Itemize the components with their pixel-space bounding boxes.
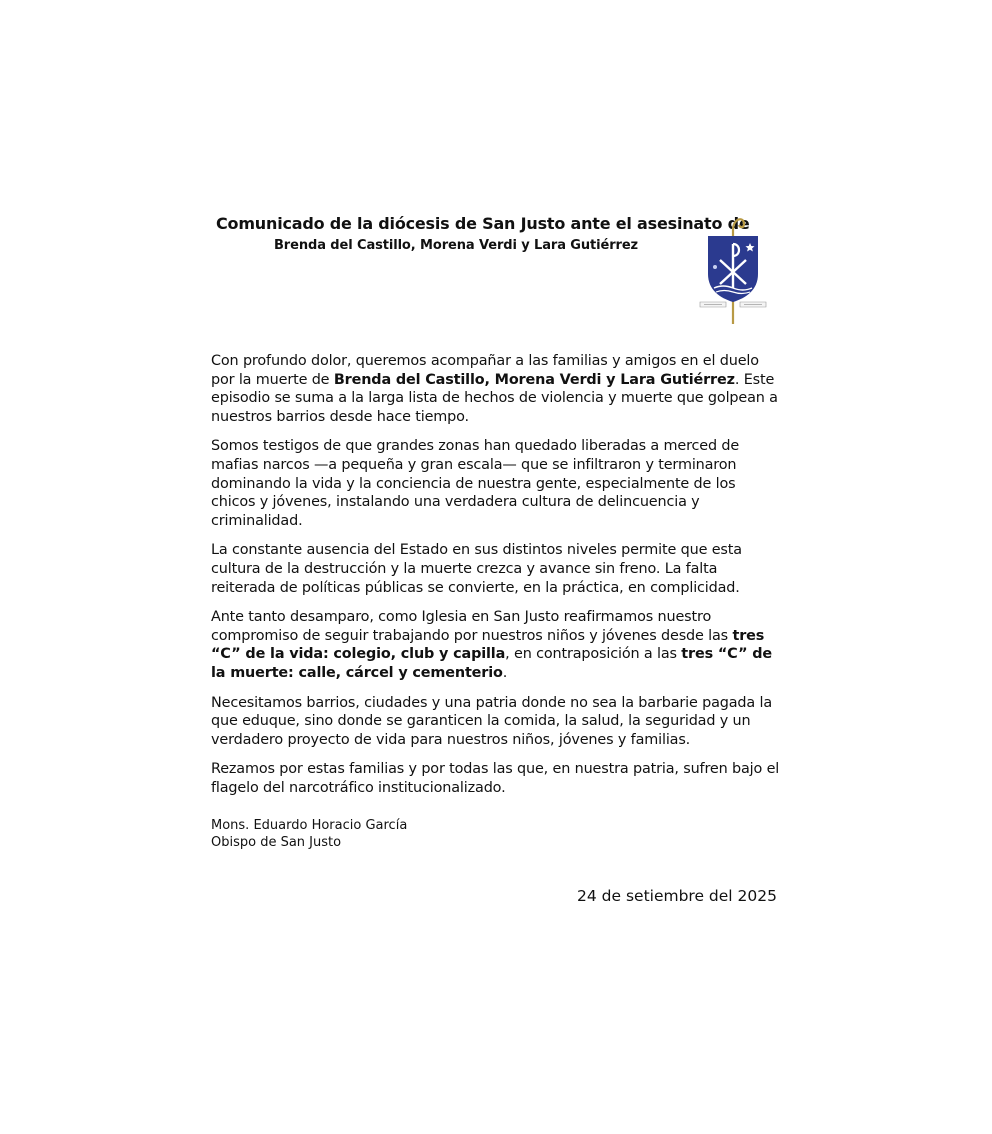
document-subtitle: Brenda del Castillo, Morena Verdi y Lara Gutiérrez bbox=[274, 238, 639, 253]
document-body bbox=[211, 352, 781, 808]
paragraph bbox=[211, 694, 781, 750]
bold-text: tres “C” de la vida: colegio, club y capilla bbox=[211, 627, 765, 663]
bold-text: Brenda del Castillo, Morena Verdi y Lara Gutiérrez bbox=[333, 371, 735, 388]
document-date: 24 de setiembre del 2025 bbox=[577, 887, 777, 905]
text-segment: , en contraposición a las bbox=[505, 646, 682, 663]
coat-of-arms-icon bbox=[696, 212, 770, 328]
text-segment: . bbox=[502, 664, 508, 681]
document-title: Comunicado de la diócesis de San Justo ante el asesinato de bbox=[216, 214, 750, 233]
paragraph bbox=[211, 541, 781, 597]
signatory-role: Obispo de San Justo bbox=[211, 835, 342, 850]
paragraph bbox=[211, 437, 781, 530]
text-segment: La constante ausencia del Estado en sus distintos niveles permite que esta cultura de la destrucción y la muerte crezca y avance sin freno. La falta reiterada de políticas públicas se convierte, en la práctica, en complicidad. bbox=[211, 542, 742, 596]
bold-text: tres “C” de la muerte: calle, cárcel y cementerio bbox=[211, 646, 773, 681]
signatory-name: Mons. Eduardo Horacio García bbox=[211, 818, 408, 833]
text-segment: Necesitamos barrios, ciudades y una patria donde no sea la barbarie pagada la que eduque, sino donde se garanticen la comida, la salud, la seguridad y un verdadero proyecto de vida para nuestros niños, jóvenes y familias. bbox=[211, 694, 773, 748]
paragraph bbox=[211, 608, 781, 682]
text-segment: Rezamos por estas familias y por todas las que, en nuestra patria, sufren bajo el flagelo del narcotráfico institucionalizado. bbox=[211, 761, 780, 796]
text-segment: Con profundo dolor, queremos acompañar a las familias y amigos en el duelo por la muerte de bbox=[211, 353, 759, 388]
text-segment: Somos testigos de que grandes zonas han quedado liberadas a merced de mafias narcos —a pequeña y gran escala— que se infiltraron y terminaron dominando la vida y la conciencia de nuestra gente, especialmente de los chicos y jóvenes, instalando una verdadera cultura de delincuencia y criminalidad. bbox=[211, 438, 740, 529]
paragraph bbox=[211, 760, 781, 797]
text-segment: Ante tanto desamparo, como Iglesia en San Justo reafirmamos nuestro compromiso de seguir trabajando por nuestros niños y jóvenes desde las bbox=[211, 609, 733, 644]
text-segment: . Este episodio se suma a la larga lista de hechos de violencia y muerte que golpean a nuestros barrios desde hace tiempo. bbox=[211, 371, 778, 425]
paragraph bbox=[211, 352, 781, 426]
signature-block bbox=[211, 817, 407, 851]
